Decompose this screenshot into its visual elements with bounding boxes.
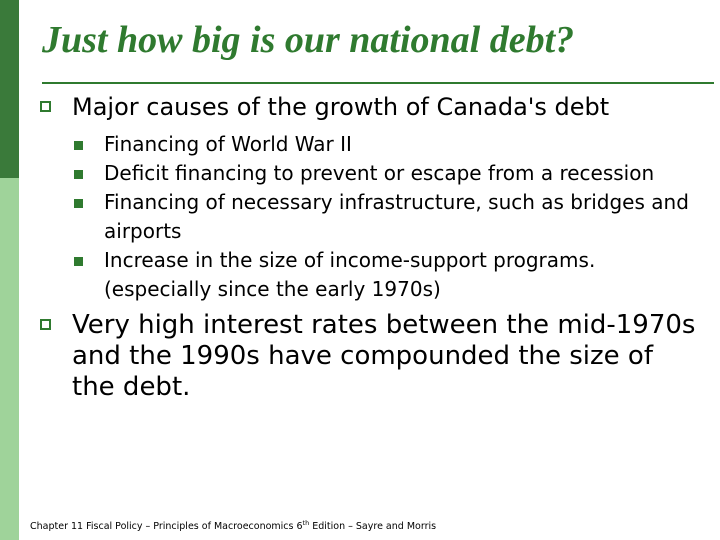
hollow-square-bullet-icon <box>40 319 51 330</box>
filled-square-bullet-icon <box>74 257 83 266</box>
sub-bullet-text: Increase in the size of income-support programs. (especially since the early 1970s) <box>104 248 596 301</box>
slide-footer <box>30 519 436 532</box>
filled-square-bullet-icon <box>74 170 83 179</box>
slide-body <box>38 92 698 403</box>
bullet-text: Very high interest rates between the mid-1970s and the 1990s have compounded the size of the debt. <box>72 310 696 402</box>
sidebar-light-band <box>0 178 19 540</box>
footer-superscript: th <box>302 519 310 527</box>
bullet-interest-rates <box>38 310 698 403</box>
sidebar-dark-band <box>0 0 19 178</box>
sub-bullet-text: Deficit financing to prevent or escape from a recession <box>104 161 655 185</box>
footer-suffix: Edition – Sayre and Morris <box>309 521 437 533</box>
sub-bullet-item <box>38 188 698 246</box>
filled-square-bullet-icon <box>74 199 83 208</box>
filled-square-bullet-icon <box>74 141 83 150</box>
bullet-text: Major causes of the growth of Canada's debt <box>72 93 610 121</box>
bullet-main-causes <box>38 92 698 122</box>
sub-bullet-item <box>38 246 698 304</box>
sub-bullet-text: Financing of World War II <box>104 132 352 156</box>
sub-bullet-list <box>38 130 698 304</box>
slide-title: Just how big is our national debt? <box>42 19 575 61</box>
sub-bullet-item <box>38 159 698 188</box>
title-divider <box>42 82 714 84</box>
sub-bullet-item <box>38 130 698 159</box>
hollow-square-bullet-icon <box>40 101 51 112</box>
sub-bullet-text: Financing of necessary infrastructure, such as bridges and airports <box>104 190 689 243</box>
footer-prefix: Chapter 11 Fiscal Policy – Principles of Macroeconomics 6 <box>30 521 303 533</box>
